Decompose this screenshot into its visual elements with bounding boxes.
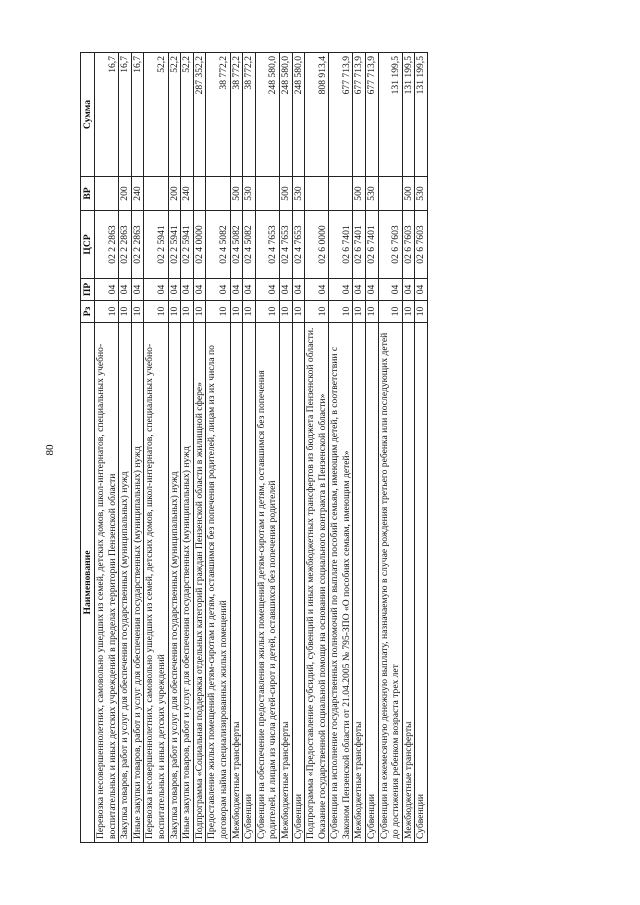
table-row	[378, 53, 402, 843]
row-csr: 02 2 5941	[181, 211, 194, 279]
rotated-content	[80, 0, 550, 843]
row-pr: 04	[243, 279, 256, 301]
row-rz: 10	[206, 301, 230, 323]
row-name: Перевозка несовершеннолетних, самовольно ушедших из семей, детских домов, школ-интернатов, специальных учебно-воспитательных и иных детских учреждений	[144, 323, 168, 843]
table-row	[181, 53, 194, 843]
row-vr	[144, 177, 168, 211]
row-csr: 02 6 7401	[329, 211, 353, 279]
row-csr: 02 4 7653	[279, 211, 292, 279]
row-sum: 677 713,9	[366, 53, 379, 177]
table-header-row	[81, 53, 95, 843]
page-number: 80	[44, 444, 56, 456]
row-name: Иные закупки товаров, работ и услуг для обеспечения государственных (муниципальных) нужд	[181, 323, 194, 843]
row-vr	[255, 177, 279, 211]
row-rz: 10	[181, 301, 194, 323]
row-csr: 02 4 5082	[243, 211, 256, 279]
header-pr: ПР	[81, 279, 95, 301]
row-name: Межбюджетные трансферты	[353, 323, 366, 843]
row-csr: 02 4 7653	[255, 211, 279, 279]
row-sum: 52,2	[144, 53, 168, 177]
row-name: Предоставление жилых помещений детям-сиротам и детям, оставшимся без попечения родителей, лицам из их числа по договорам найма специализированных жилых помещений	[206, 323, 230, 843]
row-pr: 04	[366, 279, 379, 301]
row-pr: 04	[378, 279, 402, 301]
row-csr: 02 4 5082	[206, 211, 230, 279]
row-rz: 10	[230, 301, 243, 323]
row-sum: 52,2	[181, 53, 194, 177]
row-sum: 131 199,5	[415, 53, 428, 177]
row-csr: 02 2 2863	[131, 211, 144, 279]
row-vr	[193, 177, 206, 211]
row-sum: 38 772,2	[230, 53, 243, 177]
row-name: Межбюджетные трансферты	[230, 323, 243, 843]
row-pr: 04	[230, 279, 243, 301]
row-vr	[378, 177, 402, 211]
table-row	[305, 53, 329, 843]
table-row	[206, 53, 230, 843]
row-sum: 248 580,0	[292, 53, 305, 177]
row-csr: 02 6 7401	[366, 211, 379, 279]
table-row	[243, 53, 256, 843]
row-csr: 02 6 7401	[353, 211, 366, 279]
table-row	[292, 53, 305, 843]
row-name: Субвенции на обеспечение предоставления жилых помещений детям-сиротам и детям, оставшимся без попечения родителей, и лицам из числа детей-сирот и детей, оставшихся без попечения родителей	[255, 323, 279, 843]
row-csr: 02 2 2863	[95, 211, 119, 279]
row-rz: 10	[193, 301, 206, 323]
row-sum: 52,2	[168, 53, 181, 177]
table-row	[119, 53, 132, 843]
header-sum: Сумма	[81, 53, 95, 177]
row-vr: 530	[243, 177, 256, 211]
row-name: Закупка товаров, работ и услуг для обеспечения государственных (муниципальных) нужд	[119, 323, 132, 843]
row-pr: 04	[255, 279, 279, 301]
table-row	[279, 53, 292, 843]
row-sum: 131 199,5	[378, 53, 402, 177]
header-vr: ВР	[81, 177, 95, 211]
row-rz: 10	[95, 301, 119, 323]
budget-table	[80, 52, 428, 843]
row-name: Субвенции на ежемесячную денежную выплату, назначаемую в случае рождения третьего ребенка или последующих детей до достижения ребенком возраста трех лет	[378, 323, 402, 843]
table-row	[415, 53, 428, 843]
row-pr: 04	[329, 279, 353, 301]
table-row	[144, 53, 168, 843]
row-csr: 02 4 0000	[193, 211, 206, 279]
row-vr: 530	[292, 177, 305, 211]
row-rz: 10	[255, 301, 279, 323]
table-row	[193, 53, 206, 843]
row-vr: 500	[402, 177, 415, 211]
row-sum: 248 580,0	[279, 53, 292, 177]
row-csr: 02 6 7603	[402, 211, 415, 279]
row-name: Субвенции	[415, 323, 428, 843]
table-row	[353, 53, 366, 843]
row-rz: 10	[415, 301, 428, 323]
row-sum: 16,7	[95, 53, 119, 177]
row-vr: 500	[279, 177, 292, 211]
row-pr: 04	[279, 279, 292, 301]
header-rz: Рз	[81, 301, 95, 323]
row-pr: 04	[144, 279, 168, 301]
row-name: Субвенции	[292, 323, 305, 843]
row-name: Субвенции	[366, 323, 379, 843]
row-vr: 530	[415, 177, 428, 211]
row-vr: 200	[168, 177, 181, 211]
row-sum: 808 913,4	[305, 53, 329, 177]
row-pr: 04	[415, 279, 428, 301]
row-vr: 200	[119, 177, 132, 211]
row-rz: 10	[402, 301, 415, 323]
row-vr: 530	[366, 177, 379, 211]
row-vr	[206, 177, 230, 211]
row-vr: 500	[230, 177, 243, 211]
row-sum: 38 772,2	[243, 53, 256, 177]
row-name: Субвенции	[243, 323, 256, 843]
row-csr: 02 2 5941	[168, 211, 181, 279]
row-name: Подпрограмма «Предоставление субсидий, субвенций и иных межбюджетных трансфертов из бюджета Пензенской области. Оказание государственной социальной помощи на основании социального контракта в Пензенской области»	[305, 323, 329, 843]
row-rz: 10	[305, 301, 329, 323]
table-row	[168, 53, 181, 843]
row-name: Субвенции на исполнение государственных полномочий по выплате пособий семьям, имеющим детей, в соответствии с Законом Пензенской области от 21.04.2005 № 795-ЗПО «О пособиях семьям, имеющим детей»	[329, 323, 353, 843]
row-pr: 04	[193, 279, 206, 301]
row-sum: 16,7	[119, 53, 132, 177]
row-rz: 10	[243, 301, 256, 323]
row-vr: 500	[353, 177, 366, 211]
row-pr: 04	[402, 279, 415, 301]
row-vr	[305, 177, 329, 211]
header-name: Наименование	[81, 323, 95, 843]
table-row	[402, 53, 415, 843]
row-rz: 10	[144, 301, 168, 323]
row-vr	[329, 177, 353, 211]
row-pr: 04	[353, 279, 366, 301]
row-rz: 10	[353, 301, 366, 323]
row-pr: 04	[181, 279, 194, 301]
table-row	[255, 53, 279, 843]
row-vr: 240	[131, 177, 144, 211]
row-name: Подпрограмма «Социальная поддержка отдельных категорий граждан Пензенской области в жилищной сфере»	[193, 323, 206, 843]
row-vr	[95, 177, 119, 211]
row-pr: 04	[292, 279, 305, 301]
row-csr: 02 6 0000	[305, 211, 329, 279]
table-row	[329, 53, 353, 843]
row-rz: 10	[279, 301, 292, 323]
row-pr: 04	[119, 279, 132, 301]
row-sum: 677 713,9	[329, 53, 353, 177]
header-csr: ЦСР	[81, 211, 95, 279]
row-csr: 02 2 5941	[144, 211, 168, 279]
row-rz: 10	[168, 301, 181, 323]
table-row	[95, 53, 119, 843]
row-csr: 02 6 7603	[415, 211, 428, 279]
row-name: Иные закупки товаров, работ и услуг для обеспечения государственных (муниципальных) нужд	[131, 323, 144, 843]
row-name: Закупка товаров, работ и услуг для обеспечения государственных (муниципальных) нужд	[168, 323, 181, 843]
row-csr: 02 2 2863	[119, 211, 132, 279]
row-pr: 04	[168, 279, 181, 301]
row-rz: 10	[119, 301, 132, 323]
row-csr: 02 4 7653	[292, 211, 305, 279]
row-rz: 10	[366, 301, 379, 323]
row-pr: 04	[206, 279, 230, 301]
row-pr: 04	[305, 279, 329, 301]
row-csr: 02 6 7603	[378, 211, 402, 279]
row-vr: 240	[181, 177, 194, 211]
row-rz: 10	[329, 301, 353, 323]
row-name: Межбюджетные трансферты	[402, 323, 415, 843]
table-row	[366, 53, 379, 843]
row-sum: 287 352,2	[193, 53, 206, 177]
row-sum: 248 580,0	[255, 53, 279, 177]
row-rz: 10	[131, 301, 144, 323]
row-sum: 131 199,5	[402, 53, 415, 177]
row-sum: 16,7	[131, 53, 144, 177]
row-csr: 02 4 5082	[230, 211, 243, 279]
row-name: Межбюджетные трансферты	[279, 323, 292, 843]
row-rz: 10	[378, 301, 402, 323]
row-pr: 04	[95, 279, 119, 301]
row-rz: 10	[292, 301, 305, 323]
table-row	[230, 53, 243, 843]
row-sum: 677 713,9	[353, 53, 366, 177]
table-row	[131, 53, 144, 843]
row-pr: 04	[131, 279, 144, 301]
row-sum: 38 772,2	[206, 53, 230, 177]
row-name: Перевозка несовершеннолетних, самовольно ушедших из семей, детских домов, школ-интернатов, специальных учебно-воспитательных и иных детских учреждений в пределах территории Пензенской области	[95, 323, 119, 843]
